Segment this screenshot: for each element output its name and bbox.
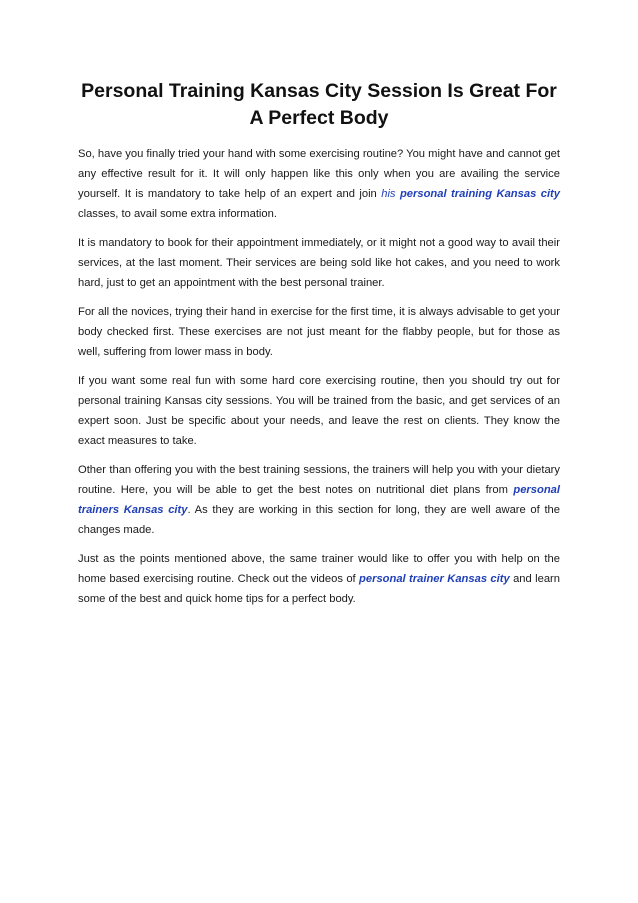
- paragraph-1-text-end: classes, to avail some extra information.: [78, 208, 277, 220]
- paragraph-6: [78, 549, 560, 609]
- document-body: [78, 78, 560, 618]
- paragraph-6-text-start: Just as the points mentioned above, the same trainer would like to offer you with help on the home based exercising routine. Check out the videos of: [78, 553, 560, 585]
- paragraph-3: For all the novices, trying their hand in exercise for the first time, it is always advisable to get your body checked first. These exercises are not just meant for the flabby people, but for those as well, suffering from lower mass in body.: [78, 306, 560, 358]
- paragraph-5-text-start: Other than offering you with the best training sessions, the trainers will help you with your dietary routine. Here, you will be able to get the best notes on nutritional diet plans from: [78, 464, 560, 496]
- paragraph-5: [78, 460, 560, 540]
- paragraph-1: [78, 144, 560, 224]
- personal-trainers-kansas-city-link[interactable]: personal trainers Kansas city: [78, 484, 560, 516]
- personal-trainer-kansas-city-link[interactable]: personal trainer Kansas city: [359, 573, 510, 585]
- paragraph-1-text-start: So, have you finally tried your hand with some exercising routine? You might have and cannot get any effective result for it. It will only happen like this only when you are availing the service yourself. It is mandatory to take help of an expert and join: [78, 148, 560, 200]
- his-word: his: [381, 188, 396, 200]
- paragraph-4: If you want some real fun with some hard core exercising routine, then you should try out for personal training Kansas city sessions. You will be trained from the basic, and get services of an expert soon. Just be specific about your needs, and leave the rest on clients. They know the exact measures to take.: [78, 375, 560, 447]
- personal-training-kansas-city-link[interactable]: personal training Kansas city: [399, 188, 560, 200]
- document-title: Personal Training Kansas City Session Is Great For A Perfect Body: [81, 80, 557, 129]
- paragraph-2: It is mandatory to book for their appointment immediately, or it might not a good way to avail their services, at the last moment. Their services are being sold like hot cakes, and you need to work hard, just to get an appointment with the best personal trainer.: [78, 237, 560, 289]
- paragraph-5-text-end: . As they are working in this section for long, they are well aware of the changes made.: [78, 504, 560, 536]
- paragraph-6-text-end: and learn some of the best and quick home tips for a perfect body.: [78, 573, 561, 605]
